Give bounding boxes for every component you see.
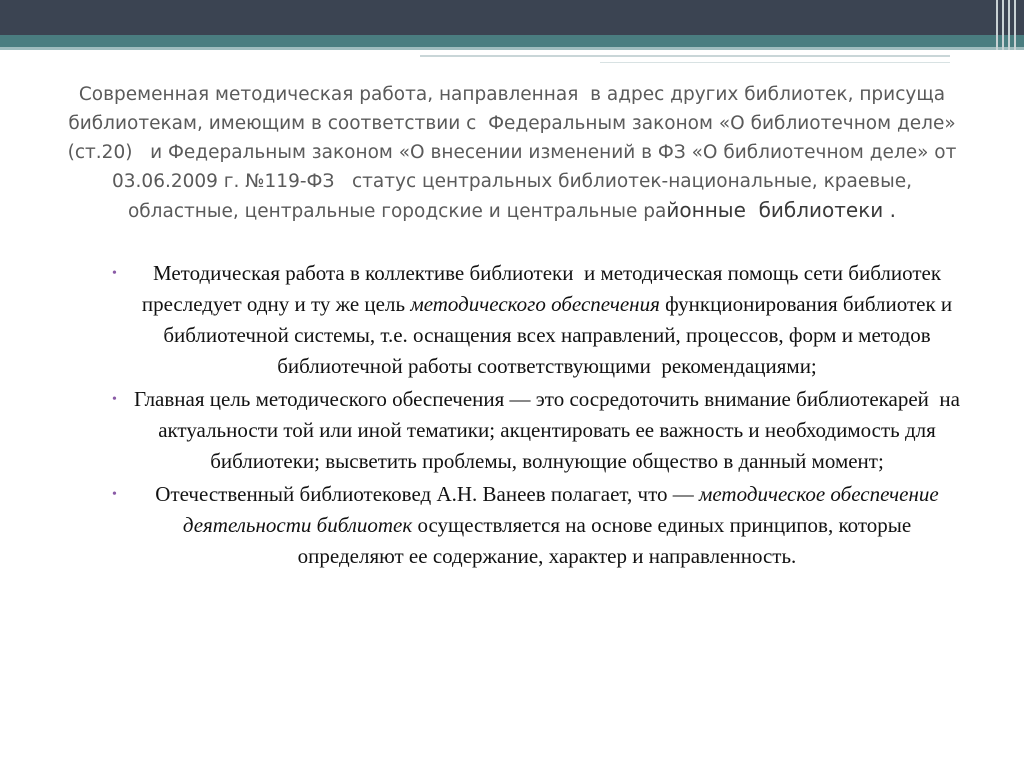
decorative-line-secondary [600,62,950,63]
corner-stripes-decoration [992,0,1024,50]
decorative-line [420,55,950,57]
bullet-text: Методическая работа в коллективе библиотеки и методическая помощь сети библиотек преследует одну и ту же цель методического обеспечения функционирования библиотек и библиотечной системы, т.е. оснащения всех направлений, процессов, форм и методов библиотечной работы соответствующими рекомендациями; [141,261,958,378]
bullet-text: Отечественный библиотековед А.Н. Ванеев полагает, что — методическое обеспечение деятельности библиотек осуществляется на основе единых принципов, которые определяют ее содержание, характер и направленность. [155,482,950,568]
slide-title [60,80,964,226]
slide-body [100,258,966,574]
bullet-dot-icon: • [112,487,117,502]
bullet-dot-icon: • [112,392,117,407]
bullet-text: Главная цель методического обеспечения — это сосредоточить внимание библиотекарей на актуальности той или иной тематики; акцентировать ее важность и необходимость для библиотеки; высветить проблемы, волнующие общество в данный момент; [134,387,966,473]
bullet-item [100,384,966,477]
header-dark-band [0,0,1024,35]
header-teal-thin-line [0,47,1024,50]
slide-title-tail: йонные библиотеки . [666,198,897,222]
header-teal-band [0,35,1024,47]
bullet-dot-icon: • [112,266,117,281]
bullet-item [100,258,966,382]
bullet-item [100,479,966,572]
slide-title-main: Современная методическая работа, направленная в адрес других библиотек, присуща библиотекам, имеющим в соответствии с Федеральным законом «О библиотечном деле» (ст.20) и Федеральным законом «О внесении изменений в ФЗ «О библиотечном деле» от 03.06.2009 г. №119-ФЗ статус центральных библиотек-национальные, краевые, областные, центральные городские и центральные ра [67,84,963,222]
